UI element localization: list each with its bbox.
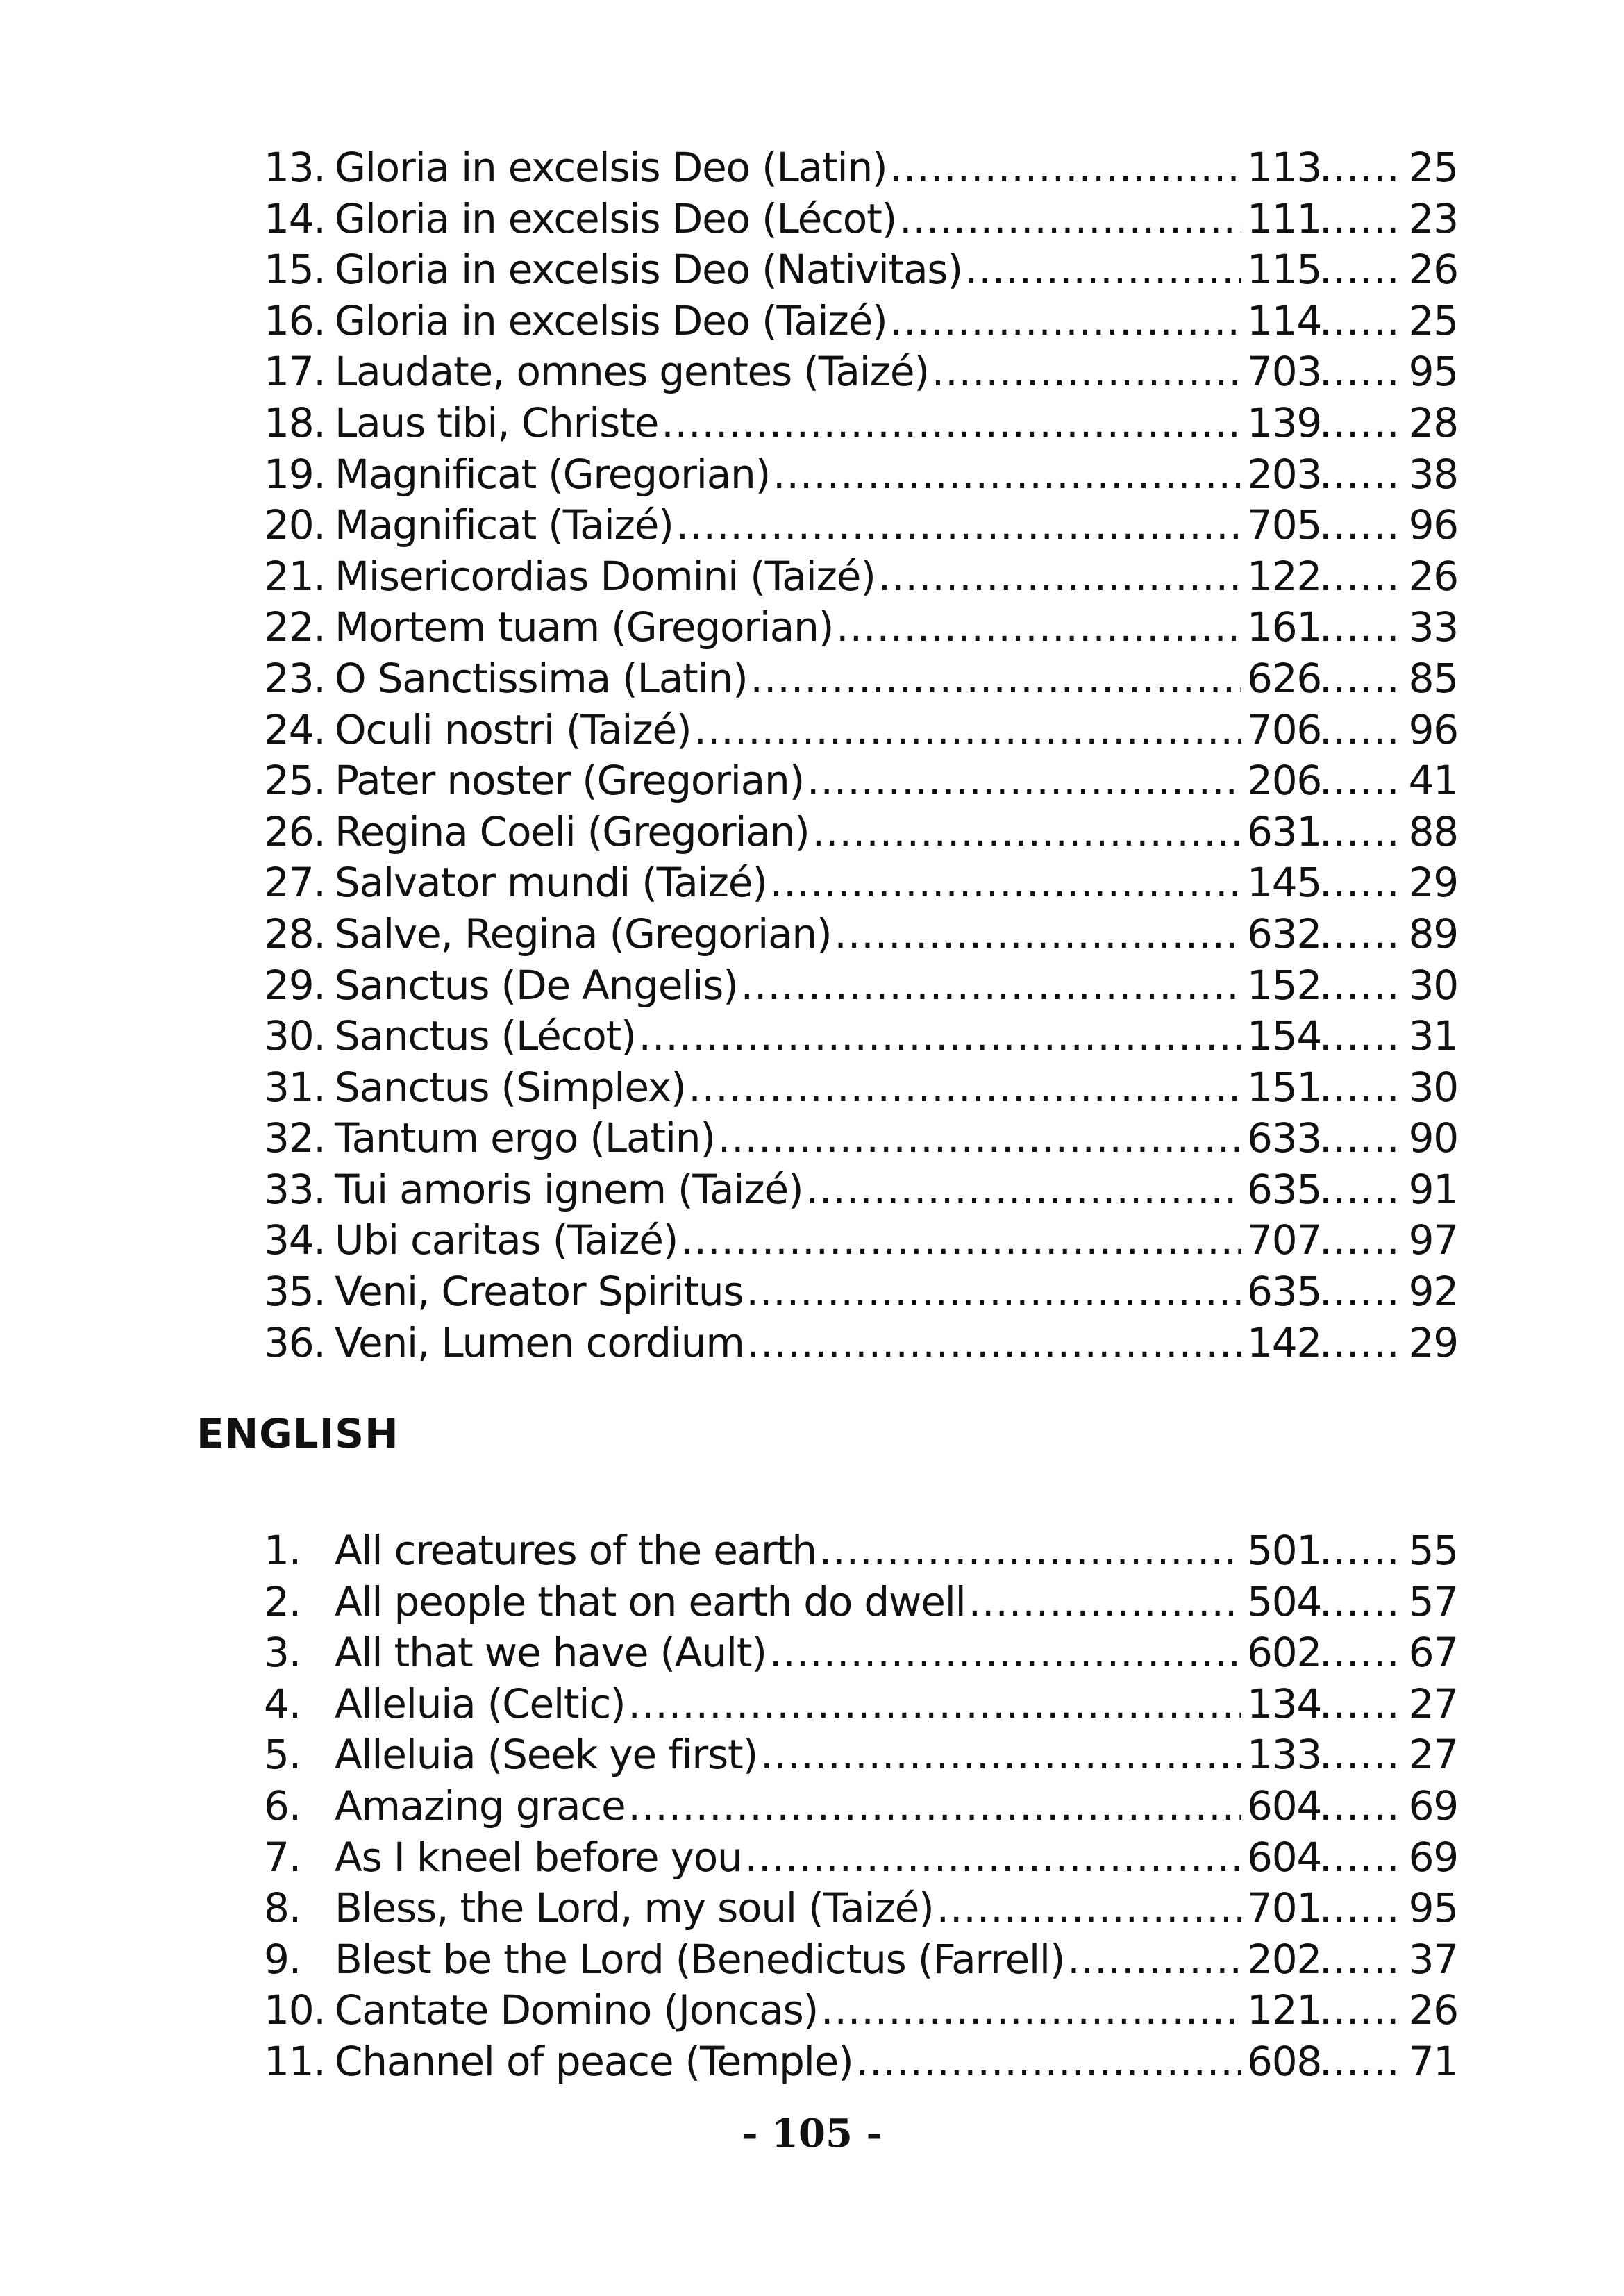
dot-leader — [1319, 1936, 1403, 1983]
index-entry — [264, 1986, 1458, 2038]
dot-leader — [747, 1319, 1241, 1366]
index-entry — [264, 144, 1458, 195]
entry-number: 18. — [264, 399, 326, 446]
index-entry — [264, 757, 1458, 808]
dot-leader — [937, 1884, 1241, 1932]
entry-number: 6. — [264, 1782, 301, 1829]
index-entry — [264, 1268, 1458, 1319]
entry-title: As I kneel before you — [335, 1833, 742, 1881]
dot-leader — [856, 2038, 1241, 2085]
entry-number: 9. — [264, 1935, 301, 1983]
entry-title: Salve, Regina (Gregorian) — [335, 910, 832, 957]
entry-hymn-number: 122 — [1247, 552, 1322, 600]
index-entry — [264, 399, 1458, 451]
dot-leader — [770, 859, 1241, 906]
entry-number: 7. — [264, 1833, 301, 1881]
entry-page-number: 95 — [1408, 348, 1458, 396]
index-entry — [264, 501, 1458, 553]
dot-leader — [1319, 1731, 1403, 1778]
entry-number: 1. — [264, 1527, 301, 1574]
entry-number: 35. — [264, 1268, 326, 1316]
entry-page-number: 29 — [1408, 1318, 1458, 1366]
dot-leader — [1319, 195, 1403, 242]
entry-number: 21. — [264, 552, 326, 600]
entry-page-number: 55 — [1408, 1527, 1458, 1574]
entry-title: All creatures of the earth — [335, 1527, 817, 1574]
entry-page-number: 26 — [1408, 552, 1458, 600]
entry-number: 4. — [264, 1679, 301, 1727]
entry-page-number: 95 — [1408, 1884, 1458, 1932]
index-entry — [264, 962, 1458, 1013]
index-entry — [264, 195, 1458, 246]
english-index-list — [264, 1527, 1458, 2089]
entry-hymn-number: 707 — [1247, 1216, 1322, 1264]
dot-leader — [932, 348, 1241, 395]
entry-hymn-number: 133 — [1247, 1731, 1322, 1779]
index-entry — [264, 1936, 1458, 1987]
entry-number: 33. — [264, 1165, 326, 1213]
entry-title: Channel of peace (Temple) — [335, 2037, 853, 2085]
dot-leader — [1319, 1884, 1403, 1932]
dot-leader — [1319, 706, 1403, 753]
dot-leader — [745, 1834, 1241, 1881]
entry-hymn-number: 202 — [1247, 1935, 1322, 1983]
dot-leader — [819, 1527, 1241, 1574]
entry-page-number: 96 — [1408, 501, 1458, 549]
dot-leader — [1319, 859, 1403, 906]
entry-hymn-number: 633 — [1247, 1114, 1322, 1162]
dot-leader — [1319, 910, 1403, 957]
entry-title: Ubi caritas (Taizé) — [335, 1216, 678, 1264]
dot-leader — [773, 451, 1241, 498]
latin-index-list — [264, 144, 1458, 1370]
entry-hymn-number: 635 — [1247, 1165, 1322, 1213]
dot-leader — [1319, 655, 1403, 702]
entry-title: Alleluia (Seek ye first) — [335, 1731, 758, 1779]
entry-number: 36. — [264, 1318, 326, 1366]
entry-page-number: 30 — [1408, 1063, 1458, 1111]
entry-page-number: 27 — [1408, 1731, 1458, 1779]
entry-page-number: 27 — [1408, 1679, 1458, 1727]
entry-title: Amazing grace — [335, 1782, 626, 1829]
dot-leader — [1067, 1936, 1241, 1983]
entry-hymn-number: 152 — [1247, 961, 1322, 1009]
dot-leader — [1319, 757, 1403, 804]
dot-leader — [1319, 1834, 1403, 1881]
index-entry — [264, 910, 1458, 962]
entry-hymn-number: 635 — [1247, 1268, 1322, 1316]
entry-title: Veni, Creator Spiritus — [335, 1268, 744, 1316]
entry-title: Tantum ergo (Latin) — [335, 1114, 715, 1162]
dot-leader — [1319, 297, 1403, 344]
entry-number: 26. — [264, 807, 326, 855]
entry-title: Gloria in excelsis Deo (Latin) — [335, 144, 887, 191]
section-heading-english: ENGLISH — [196, 1410, 399, 1457]
entry-hymn-number: 504 — [1247, 1577, 1322, 1625]
dot-leader — [812, 808, 1241, 855]
dot-leader — [1319, 1782, 1403, 1829]
entry-title: O Sanctissima (Latin) — [335, 654, 748, 702]
entry-title: Misericordias Domini (Taizé) — [335, 552, 876, 600]
dot-leader — [769, 1629, 1241, 1676]
dot-leader — [628, 1680, 1241, 1727]
dot-leader — [1319, 1319, 1403, 1366]
dot-leader — [676, 501, 1241, 548]
entry-page-number: 67 — [1408, 1629, 1458, 1677]
index-entry — [264, 1731, 1458, 1782]
entry-title: Alleluia (Celtic) — [335, 1679, 626, 1727]
entry-title: Pater noster (Gregorian) — [335, 757, 805, 805]
dot-leader — [1319, 603, 1403, 651]
entry-hymn-number: 626 — [1247, 654, 1322, 702]
entry-page-number: 88 — [1408, 807, 1458, 855]
entry-number: 34. — [264, 1216, 326, 1264]
entry-title: Gloria in excelsis Deo (Nativitas) — [335, 246, 962, 294]
entry-title: Bless, the Lord, my soul (Taizé) — [335, 1884, 934, 1932]
dot-leader — [718, 1114, 1241, 1162]
dot-leader — [661, 399, 1241, 446]
entry-title: All that we have (Ault) — [335, 1629, 767, 1677]
entry-number: 15. — [264, 246, 326, 294]
entry-hymn-number: 701 — [1247, 1884, 1322, 1932]
index-entry — [264, 603, 1458, 655]
entry-page-number: 96 — [1408, 705, 1458, 753]
dot-leader — [680, 1216, 1241, 1264]
entry-number: 17. — [264, 348, 326, 396]
entry-number: 28. — [264, 910, 326, 957]
entry-page-number: 92 — [1408, 1268, 1458, 1316]
entry-hymn-number: 604 — [1247, 1782, 1322, 1829]
index-entry — [264, 808, 1458, 860]
entry-page-number: 38 — [1408, 450, 1458, 498]
entry-title: Laus tibi, Christe — [335, 399, 659, 446]
dot-leader — [746, 1268, 1241, 1315]
entry-title: Tui amoris ignem (Taizé) — [335, 1165, 803, 1213]
index-entry — [264, 1064, 1458, 1115]
index-entry — [264, 1834, 1458, 1885]
entry-hymn-number: 161 — [1247, 603, 1322, 651]
entry-page-number: 89 — [1408, 910, 1458, 957]
entry-page-number: 26 — [1408, 1986, 1458, 2034]
entry-title: Veni, Lumen cordium — [335, 1318, 744, 1366]
entry-title: Sanctus (Lécot) — [335, 1012, 636, 1060]
entry-number: 14. — [264, 194, 326, 242]
entry-number: 16. — [264, 296, 326, 344]
index-entry — [264, 1216, 1458, 1268]
entry-number: 23. — [264, 654, 326, 702]
index-entry — [264, 297, 1458, 349]
entry-page-number: 25 — [1408, 296, 1458, 344]
entry-title: Gloria in excelsis Deo (Lécot) — [335, 194, 897, 242]
entry-number: 5. — [264, 1731, 301, 1779]
entry-title: Magnificat (Taizé) — [335, 501, 673, 549]
entry-number: 29. — [264, 961, 326, 1009]
index-entry — [264, 2038, 1458, 2089]
dot-leader — [1319, 1629, 1403, 1676]
entry-page-number: 30 — [1408, 961, 1458, 1009]
entry-number: 31. — [264, 1063, 326, 1111]
dot-leader — [751, 655, 1241, 702]
dot-leader — [1319, 1986, 1403, 2034]
dot-leader — [1319, 962, 1403, 1009]
entry-title: All people that on earth do dwell — [335, 1577, 966, 1625]
dot-leader — [1319, 1216, 1403, 1264]
entry-page-number: 69 — [1408, 1782, 1458, 1829]
entry-number: 10. — [264, 1986, 326, 2034]
index-entry — [264, 1012, 1458, 1064]
entry-hymn-number: 139 — [1247, 399, 1322, 446]
entry-number: 24. — [264, 705, 326, 753]
entry-page-number: 23 — [1408, 194, 1458, 242]
dot-leader — [1319, 144, 1403, 191]
index-entry — [264, 1114, 1458, 1166]
dot-leader — [1319, 246, 1403, 293]
entry-page-number: 97 — [1408, 1216, 1458, 1264]
entry-hymn-number: 115 — [1247, 246, 1322, 294]
entry-title: Salvator mundi (Taizé) — [335, 859, 767, 907]
entry-hymn-number: 121 — [1247, 1986, 1322, 2034]
index-entry — [264, 348, 1458, 399]
entry-title: Mortem tuam (Gregorian) — [335, 603, 834, 651]
entry-hymn-number: 602 — [1247, 1629, 1322, 1677]
entry-number: 20. — [264, 501, 326, 549]
entry-page-number: 29 — [1408, 859, 1458, 907]
dot-leader — [889, 144, 1241, 191]
entry-page-number: 71 — [1408, 2037, 1458, 2085]
dot-leader — [1319, 399, 1403, 446]
dot-leader — [805, 1166, 1241, 1213]
entry-hymn-number: 134 — [1247, 1679, 1322, 1727]
entry-title: Sanctus (De Angelis) — [335, 961, 738, 1009]
dot-leader — [1319, 2038, 1403, 2085]
index-entry — [264, 859, 1458, 910]
entry-hymn-number: 631 — [1247, 807, 1322, 855]
dot-leader — [1319, 451, 1403, 498]
dot-leader — [899, 195, 1241, 242]
dot-leader — [760, 1731, 1241, 1778]
entry-number: 27. — [264, 859, 326, 907]
entry-page-number: 57 — [1408, 1577, 1458, 1625]
entry-page-number: 28 — [1408, 399, 1458, 446]
entry-number: 3. — [264, 1629, 301, 1677]
entry-page-number: 33 — [1408, 603, 1458, 651]
dot-leader — [639, 1012, 1241, 1059]
dot-leader — [1319, 1578, 1403, 1625]
entry-hymn-number: 203 — [1247, 450, 1322, 498]
index-entry — [264, 246, 1458, 297]
dot-leader — [1319, 1064, 1403, 1111]
index-entry — [264, 1884, 1458, 1936]
index-entry — [264, 1578, 1458, 1629]
entry-title: Regina Coeli (Gregorian) — [335, 807, 810, 855]
entry-hymn-number: 608 — [1247, 2037, 1322, 2085]
entry-number: 13. — [264, 144, 326, 191]
entry-title: Blest be the Lord (Benedictus (Farrell) — [335, 1935, 1065, 1983]
entry-page-number: 31 — [1408, 1012, 1458, 1060]
index-entry — [264, 655, 1458, 706]
dot-leader — [1319, 1680, 1403, 1727]
dot-leader — [834, 910, 1241, 957]
entry-hymn-number: 114 — [1247, 296, 1322, 344]
entry-page-number: 90 — [1408, 1114, 1458, 1162]
entry-title: Gloria in excelsis Deo (Taizé) — [335, 296, 887, 344]
index-entry — [264, 1166, 1458, 1217]
dot-leader — [965, 246, 1241, 293]
entry-number: 32. — [264, 1114, 326, 1162]
dot-leader — [821, 1986, 1241, 2034]
entry-hymn-number: 705 — [1247, 501, 1322, 549]
entry-title: Cantate Domino (Joncas) — [335, 1986, 819, 2034]
entry-number: 19. — [264, 450, 326, 498]
entry-hymn-number: 142 — [1247, 1318, 1322, 1366]
dot-leader — [688, 1064, 1241, 1111]
index-entry — [264, 1782, 1458, 1834]
entry-number: 25. — [264, 757, 326, 805]
dot-leader — [969, 1578, 1241, 1625]
dot-leader — [1319, 1114, 1403, 1162]
entry-number: 8. — [264, 1884, 301, 1932]
entry-title: Sanctus (Simplex) — [335, 1063, 686, 1111]
entry-hymn-number: 706 — [1247, 705, 1322, 753]
index-entry — [264, 1319, 1458, 1371]
entry-page-number: 69 — [1408, 1833, 1458, 1881]
dot-leader — [1319, 1527, 1403, 1574]
entry-number: 30. — [264, 1012, 326, 1060]
dot-leader — [1319, 501, 1403, 548]
dot-leader — [878, 553, 1241, 600]
index-entry — [264, 1680, 1458, 1732]
entry-page-number: 91 — [1408, 1165, 1458, 1213]
index-entry — [264, 553, 1458, 604]
dot-leader — [741, 962, 1241, 1009]
entry-number: 22. — [264, 603, 326, 651]
entry-page-number: 25 — [1408, 144, 1458, 191]
dot-leader — [628, 1782, 1241, 1829]
entry-hymn-number: 145 — [1247, 859, 1322, 907]
entry-page-number: 41 — [1408, 757, 1458, 805]
entry-hymn-number: 154 — [1247, 1012, 1322, 1060]
entry-number: 11. — [264, 2037, 326, 2085]
dot-leader — [1319, 553, 1403, 600]
dot-leader — [694, 706, 1241, 753]
page-number: - 105 - — [742, 2111, 882, 2156]
entry-title: Oculi nostri (Taizé) — [335, 705, 692, 753]
entry-hymn-number: 604 — [1247, 1833, 1322, 1881]
entry-hymn-number: 206 — [1247, 757, 1322, 805]
entry-page-number: 37 — [1408, 1935, 1458, 1983]
entry-hymn-number: 111 — [1247, 194, 1322, 242]
entry-number: 2. — [264, 1577, 301, 1625]
entry-hymn-number: 703 — [1247, 348, 1322, 396]
index-entry — [264, 706, 1458, 757]
entry-page-number: 85 — [1408, 654, 1458, 702]
dot-leader — [836, 603, 1241, 651]
entry-hymn-number: 632 — [1247, 910, 1322, 957]
dot-leader — [807, 757, 1241, 804]
entry-hymn-number: 151 — [1247, 1063, 1322, 1111]
index-entry — [264, 451, 1458, 502]
dot-leader — [1319, 1268, 1403, 1315]
entry-page-number: 26 — [1408, 246, 1458, 294]
dot-leader — [1319, 1166, 1403, 1213]
dot-leader — [890, 297, 1241, 344]
entry-hymn-number: 501 — [1247, 1527, 1322, 1574]
entry-hymn-number: 113 — [1247, 144, 1322, 191]
dot-leader — [1319, 348, 1403, 395]
entry-title: Magnificat (Gregorian) — [335, 450, 771, 498]
dot-leader — [1319, 808, 1403, 855]
dot-leader — [1319, 1012, 1403, 1059]
index-entry — [264, 1527, 1458, 1578]
entry-title: Laudate, omnes gentes (Taizé) — [335, 348, 929, 396]
index-entry — [264, 1629, 1458, 1680]
